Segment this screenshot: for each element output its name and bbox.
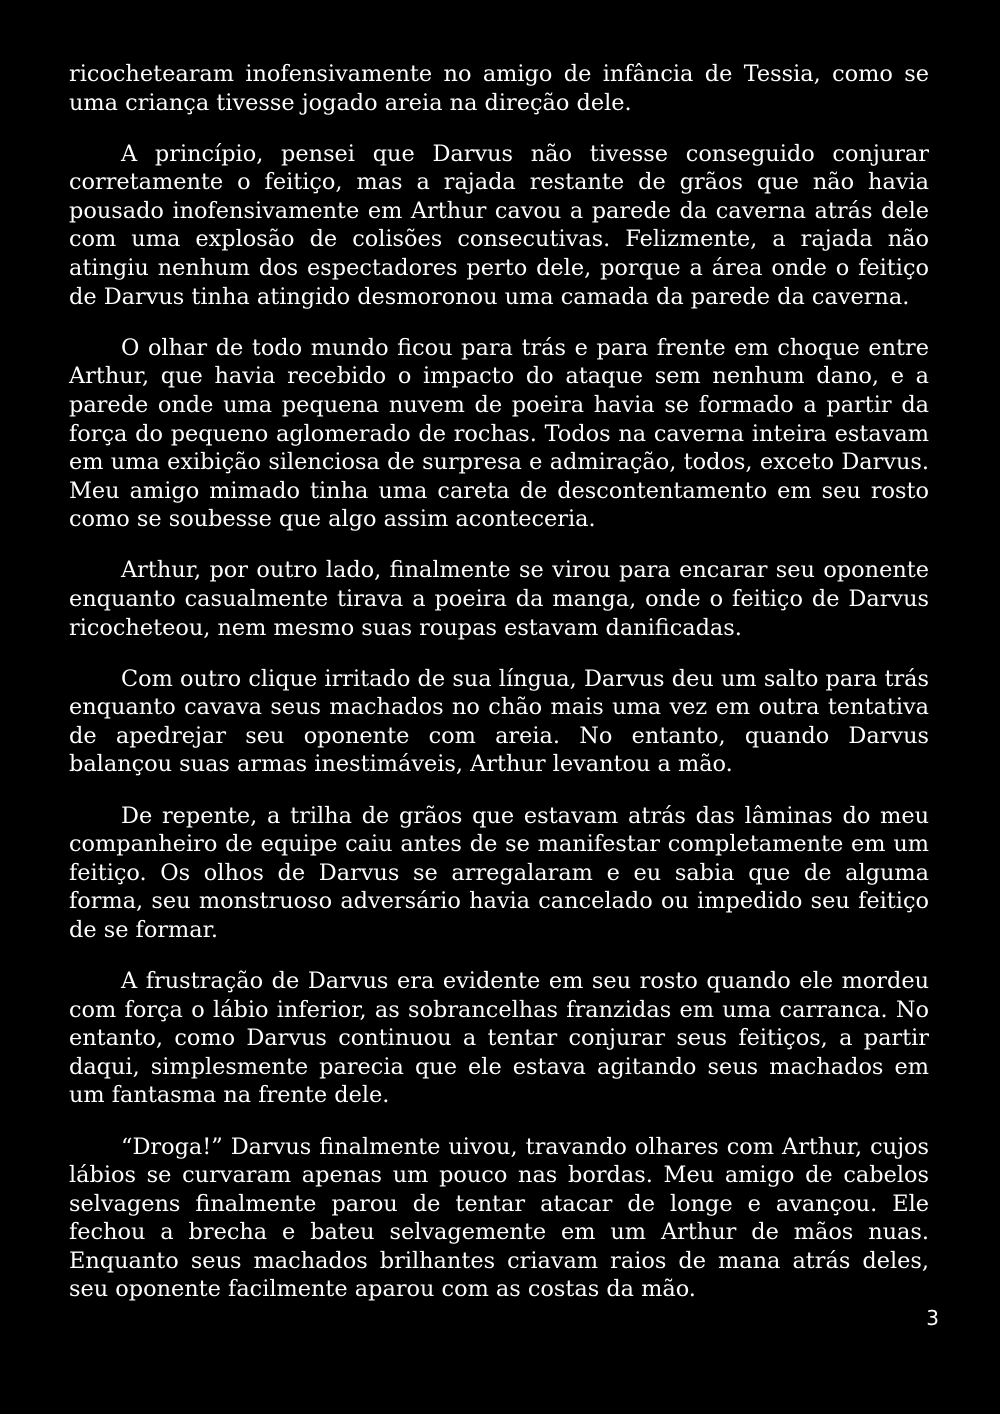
paragraph-8: “Droga!” Darvus finalmente uivou, travando olhares com Arthur, cujos lábios se curvaram apenas um pouco nas bordas. Meu amigo de cabelos selvagens finalmente parou de tentar atacar de longe e avançou. Ele fechou a brecha e bateu selvagemente em um Arthur de mãos nuas. Enquanto seus machados brilhantes criavam raios de mana atrás deles, seu oponente facilmente aparou com as costas da mão. — [69, 1133, 929, 1303]
paragraph-6: De repente, a trilha de grãos que estavam atrás das lâminas do meu companheiro de equipe caiu antes de se manifestar completamente em um feitiço. Os olhos de Darvus se arregalaram e eu sabia que de alguma forma, seu monstruoso adversário havia cancelado ou impedido seu feitiço de se formar. — [69, 802, 929, 943]
paragraph-5: Com outro clique irritado de sua língua, Darvus deu um salto para trás enquanto cavava seus machados no chão mais uma vez em outra tentativa de apedrejar seu oponente com areia. No entanto, quando Darvus balançou suas armas inestimáveis, Arthur levantou a mão. — [69, 665, 929, 778]
paragraph-1: ricochetearam inofensivamente no amigo de infância de Tessia, como se uma criança tivesse jogado areia na direção dele. — [69, 61, 929, 116]
paragraph-4: Arthur, por outro lado, finalmente se virou para encarar seu oponente enquanto casualmente tirava a poeira da manga, onde o feitiço de Darvus ricocheteou, nem mesmo suas roupas estavam danificadas. — [69, 557, 929, 641]
page-number: 3 — [926, 1306, 939, 1330]
paragraph-3: O olhar de todo mundo ficou para trás e para frente em choque entre Arthur, que havia recebido o impacto do ataque sem nenhum dano, e a parede onde uma pequena nuvem de poeira havia se formado a partir da força do pequeno aglomerado de rochas. Todos na caverna inteira estavam em uma exibição silenciosa de surpresa e admiração, todos, exceto Darvus. Meu amigo mimado tinha uma careta de descontentamento em seu rosto como se soubesse que algo assim aconteceria. — [69, 334, 929, 533]
body-text — [69, 60, 929, 1327]
paragraph-2: A princípio, pensei que Darvus não tivesse conseguido conjurar corretamente o feitiço, mas a rajada restante de grãos que não havia pousado inofensivamente em Arthur cavou a parede da caverna atrás dele com uma explosão de colisões consecutivas. Felizmente, a rajada não atingiu nenhum dos espectadores perto dele, porque a área onde o feitiço de Darvus tinha atingido desmoronou uma camada da parede da caverna. — [69, 140, 929, 310]
paragraph-7: A frustração de Darvus era evidente em seu rosto quando ele mordeu com força o lábio inferior, as sobrancelhas franzidas em uma carranca. No entanto, como Darvus continuou a tentar conjurar seus feitiços, a partir daqui, simplesmente parecia que ele estava agitando seus machados em um fantasma na frente dele. — [69, 968, 929, 1109]
